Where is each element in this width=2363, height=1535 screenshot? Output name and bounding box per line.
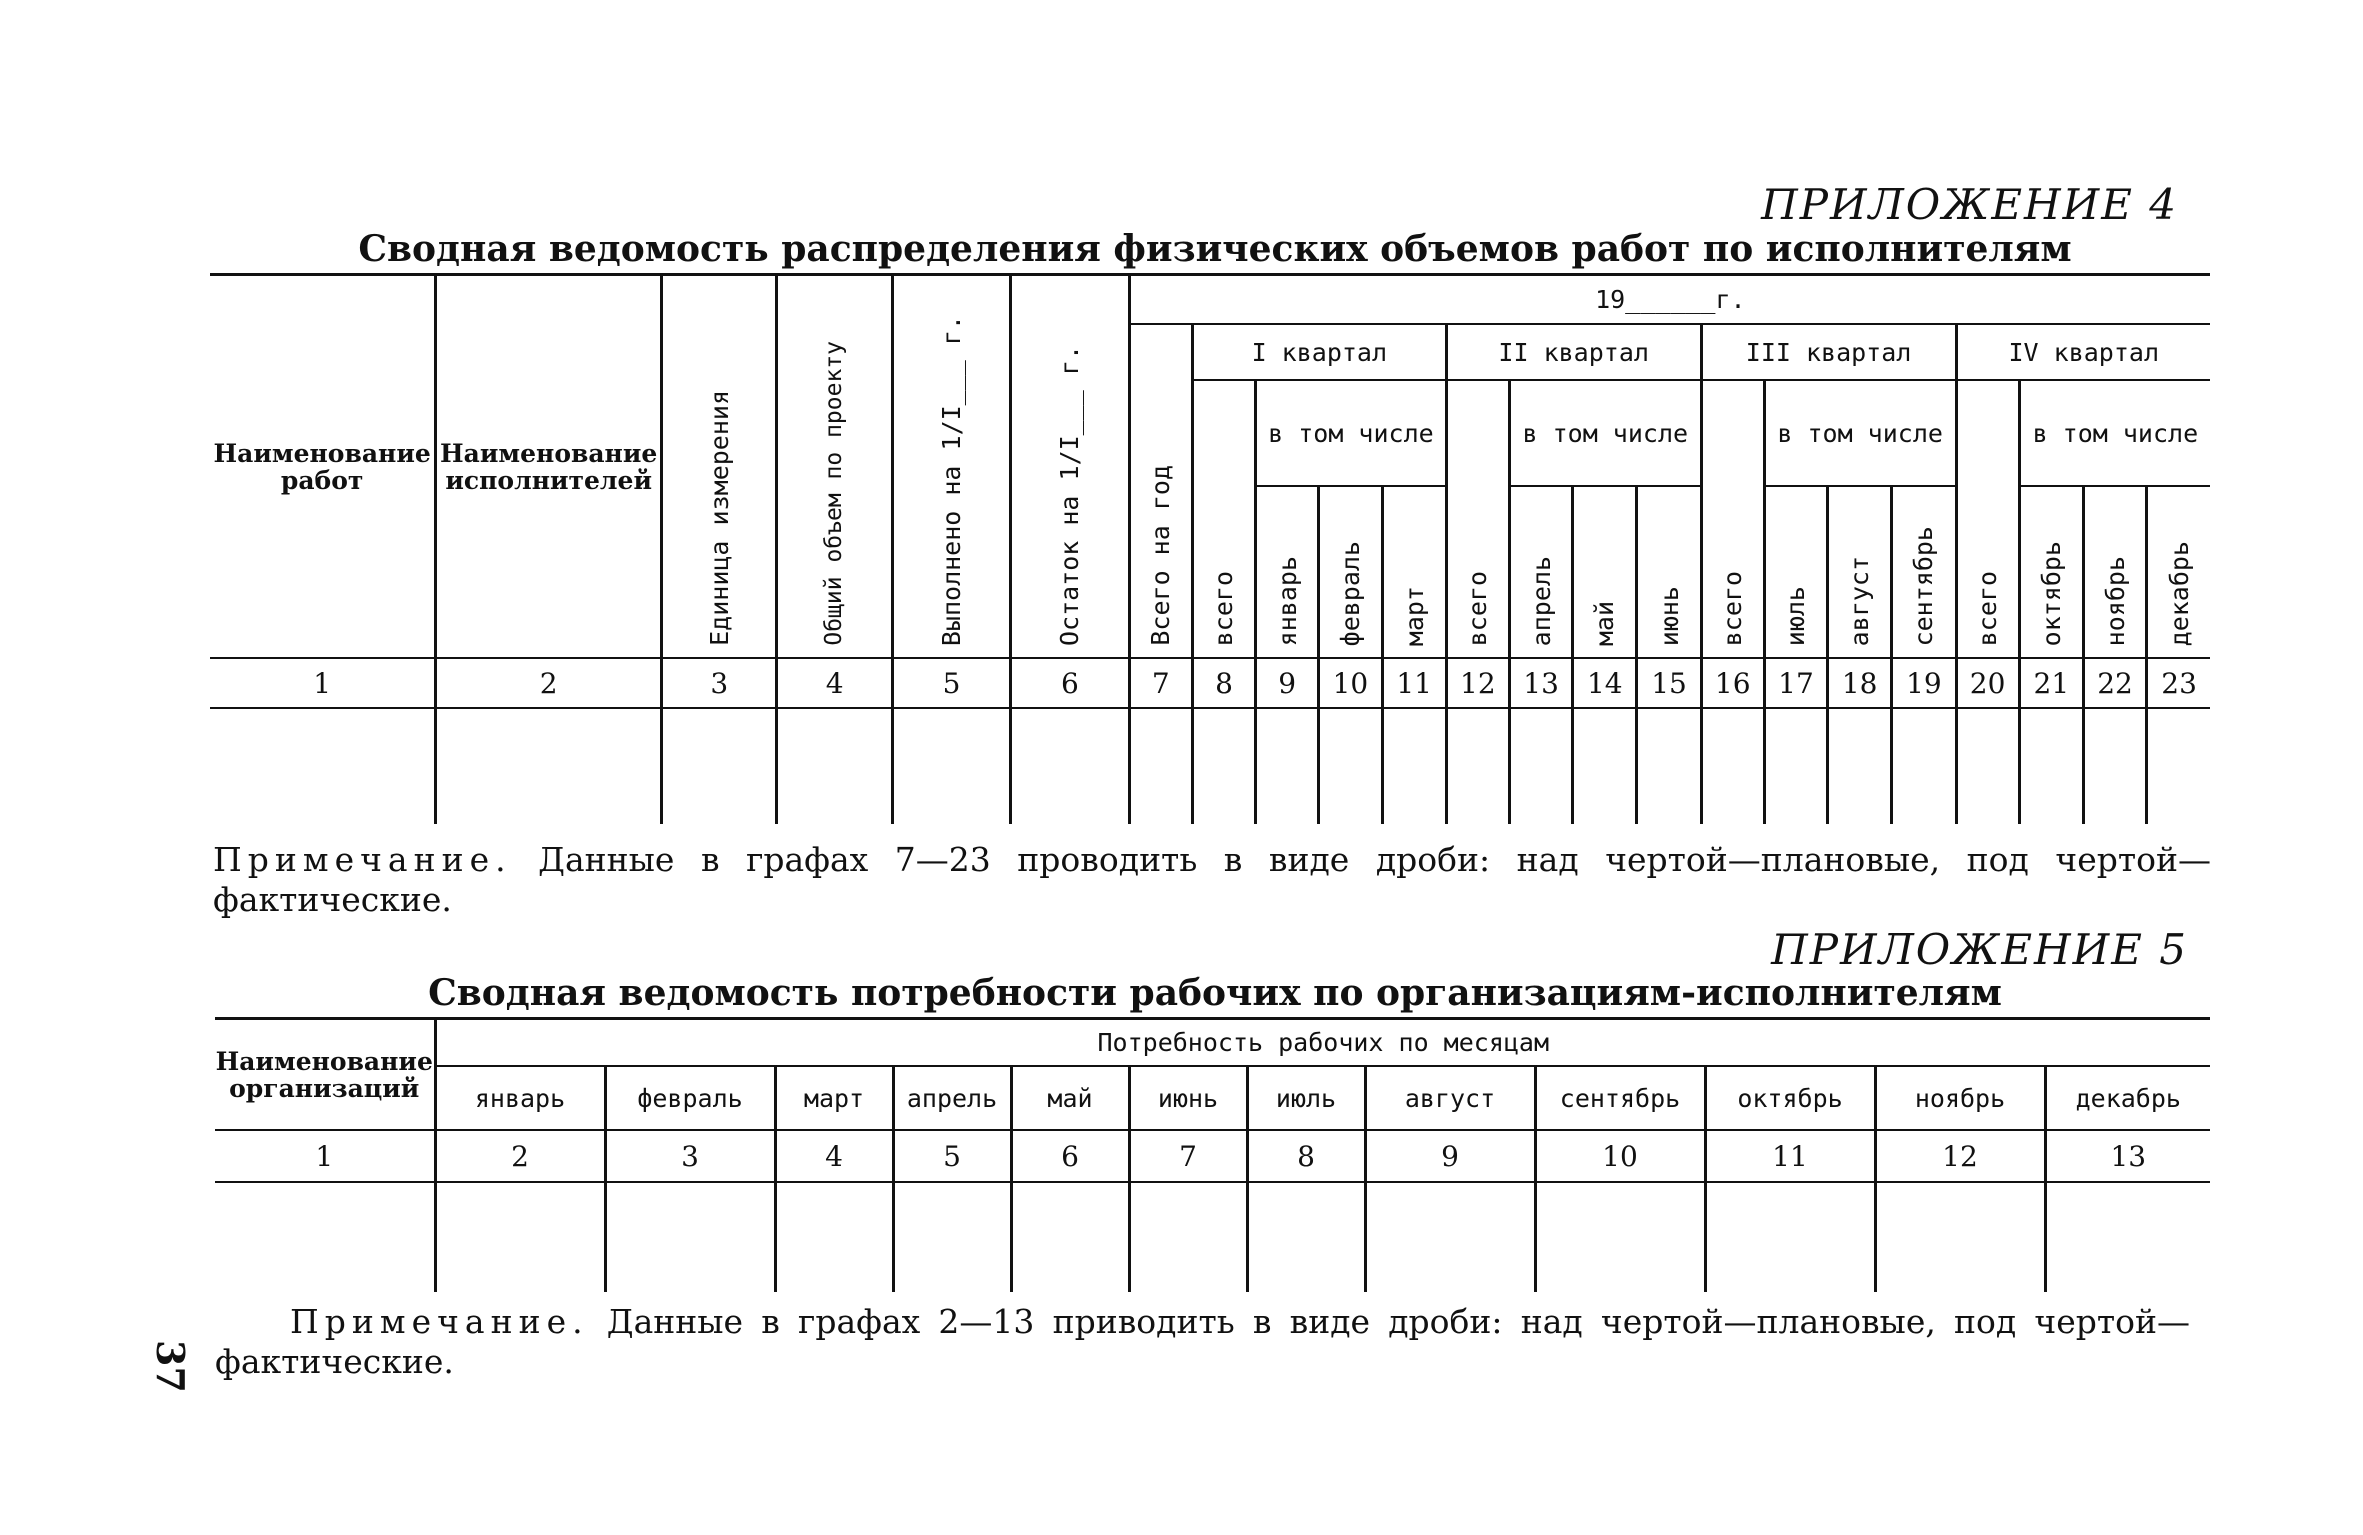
blank-cell (777, 708, 892, 824)
header-month-dec: декабрь (2147, 486, 2210, 658)
blank-cell (2019, 708, 2083, 824)
header-month-apr: апрель (1509, 486, 1572, 658)
col-number: 2 (436, 658, 662, 708)
blank-cell (775, 1182, 893, 1292)
appendix-4-label: ПРИЛОЖЕНИЕ 4 (1761, 180, 2178, 229)
col-number: 13 (2045, 1130, 2210, 1182)
table-5 (215, 1020, 2210, 1292)
blank-cell (1011, 1182, 1129, 1292)
header-rest: Остаток на 1/I___ г. (1011, 276, 1129, 658)
header-q3-total: всего (1701, 380, 1764, 658)
header-q2-incl: в том числе (1509, 380, 1701, 486)
header-month-jan: январь (1256, 486, 1319, 658)
table-4-blank-row (210, 708, 2210, 824)
blank-cell (605, 1182, 775, 1292)
blank-cell (893, 1182, 1011, 1292)
col-number: 9 (1365, 1130, 1535, 1182)
note-5-lead: Примечание. (290, 1302, 589, 1341)
blank-cell (1875, 1182, 2045, 1292)
col-number: 12 (1446, 658, 1509, 708)
header-month-mar: март (1382, 486, 1446, 658)
col-number: 3 (605, 1130, 775, 1182)
month-jun: июнь (1129, 1066, 1247, 1130)
col-number: 16 (1701, 658, 1764, 708)
header-month-aug: август (1828, 486, 1892, 658)
col-number: 9 (1256, 658, 1319, 708)
col-number: 7 (1129, 1130, 1247, 1182)
table-4-number-row (210, 658, 2210, 708)
month-apr: апрель (893, 1066, 1011, 1130)
header-q1-total: всего (1192, 380, 1255, 658)
blank-cell (662, 708, 777, 824)
month-mar: март (775, 1066, 893, 1130)
month-may: май (1011, 1066, 1129, 1130)
header-q4-total: всего (1956, 380, 2019, 658)
blank-cell (892, 708, 1010, 824)
header-unit: Единица измерения (662, 276, 777, 658)
blank-cell (1764, 708, 1827, 824)
col-number: 7 (1129, 658, 1192, 708)
col-number: 1 (210, 658, 436, 708)
header-name-executors: Наименование исполнителей (436, 276, 662, 658)
blank-cell (1573, 708, 1637, 824)
blank-cell (1011, 708, 1129, 824)
blank-cell (1129, 1182, 1247, 1292)
blank-cell (1535, 1182, 1705, 1292)
col-number: 8 (1192, 658, 1255, 708)
note-5-continuation: фактические. (215, 1342, 454, 1381)
header-quarter-1: I квартал (1192, 324, 1446, 380)
note-4-lead: Примечание. (213, 840, 512, 879)
header-q1-incl: в том числе (1256, 380, 1447, 486)
table-4 (210, 276, 2210, 824)
blank-cell (1129, 708, 1192, 824)
header-total-volume: Общий объем по проекту (777, 276, 892, 658)
appendix-4-title: Сводная ведомость распределения физических объемов работ по исполнителям (358, 228, 2072, 270)
month-jan: январь (435, 1066, 605, 1130)
blank-cell (1319, 708, 1382, 824)
blank-cell (436, 708, 662, 824)
blank-cell (1256, 708, 1319, 824)
note-4 (213, 840, 2211, 880)
col-number: 11 (1705, 1130, 1875, 1182)
blank-cell (215, 1182, 435, 1292)
header-month-may: май (1573, 486, 1637, 658)
col-number: 3 (662, 658, 777, 708)
header-name-works: Наименование работ (210, 276, 436, 658)
header-month-jun: июнь (1637, 486, 1701, 658)
blank-cell (210, 708, 436, 824)
note-5-text: Данные в графах 2—13 приводить в виде дроби: над чертой—плановые, под чертой— (606, 1302, 2190, 1341)
header-month-jul: июль (1764, 486, 1827, 658)
header-q2-total: всего (1446, 380, 1509, 658)
appendix-5-title: Сводная ведомость потребности рабочих по организациям-исполнителям (428, 972, 2002, 1014)
col-number: 20 (1956, 658, 2019, 708)
col-number: 5 (892, 658, 1010, 708)
col-number: 23 (2147, 658, 2210, 708)
month-oct: октябрь (1705, 1066, 1875, 1130)
header-org: Наименование организаций (215, 1020, 435, 1130)
col-number: 2 (435, 1130, 605, 1182)
header-month-sep: сентябрь (1892, 486, 1956, 658)
col-number: 6 (1011, 1130, 1129, 1182)
month-feb: февраль (605, 1066, 775, 1130)
blank-cell (1382, 708, 1446, 824)
blank-cell (1192, 708, 1255, 824)
page-number: 37 (148, 1340, 193, 1393)
blank-cell (1705, 1182, 1875, 1292)
header-total-year: Всего на год (1129, 324, 1192, 658)
appendix-5-label: ПРИЛОЖЕНИЕ 5 (1771, 925, 2188, 974)
header-q3-incl: в том числе (1764, 380, 1956, 486)
col-number: 19 (1892, 658, 1956, 708)
header-month-oct: октябрь (2019, 486, 2083, 658)
col-number: 5 (893, 1130, 1011, 1182)
col-number: 12 (1875, 1130, 2045, 1182)
header-quarter-4: IV квартал (1956, 324, 2210, 380)
blank-cell (1956, 708, 2019, 824)
header-done: Выполнено на 1/I___ г. (892, 276, 1010, 658)
note-4-text: Данные в графах 7—23 проводить в виде дроби: над чертой—плановые, под чертой— (538, 840, 2211, 879)
header-month-feb: февраль (1319, 486, 1382, 658)
blank-cell (2147, 708, 2210, 824)
blank-cell (435, 1182, 605, 1292)
col-number: 22 (2083, 658, 2146, 708)
header-quarter-2: II квартал (1446, 324, 1701, 380)
col-number: 18 (1828, 658, 1892, 708)
col-number: 10 (1319, 658, 1382, 708)
header-quarter-3: III квартал (1701, 324, 1956, 380)
note-5 (290, 1302, 2190, 1342)
header-need: Потребность рабочих по месяцам (435, 1020, 2210, 1066)
blank-cell (1247, 1182, 1365, 1292)
col-number: 4 (777, 658, 892, 708)
col-number: 4 (775, 1130, 893, 1182)
blank-cell (1892, 708, 1956, 824)
header-q4-incl: в том числе (2019, 380, 2210, 486)
month-dec: декабрь (2045, 1066, 2210, 1130)
col-number: 10 (1535, 1130, 1705, 1182)
col-number: 15 (1637, 658, 1701, 708)
month-nov: ноябрь (1875, 1066, 2045, 1130)
table-5-number-row (215, 1130, 2210, 1182)
header-year: 19______г. (1129, 276, 2210, 324)
col-number: 11 (1382, 658, 1446, 708)
blank-cell (2083, 708, 2146, 824)
blank-cell (1509, 708, 1572, 824)
col-number: 6 (1011, 658, 1129, 708)
blank-cell (1365, 1182, 1535, 1292)
table-5-blank-row (215, 1182, 2210, 1292)
month-jul: июль (1247, 1066, 1365, 1130)
note-4-continuation: фактические. (213, 880, 452, 919)
blank-cell (2045, 1182, 2210, 1292)
col-number: 13 (1509, 658, 1572, 708)
blank-cell (1637, 708, 1701, 824)
blank-cell (1446, 708, 1509, 824)
col-number: 1 (215, 1130, 435, 1182)
header-month-nov: ноябрь (2083, 486, 2146, 658)
blank-cell (1828, 708, 1892, 824)
col-number: 17 (1764, 658, 1827, 708)
month-aug: август (1365, 1066, 1535, 1130)
blank-cell (1701, 708, 1764, 824)
month-sep: сентябрь (1535, 1066, 1705, 1130)
col-number: 21 (2019, 658, 2083, 708)
col-number: 8 (1247, 1130, 1365, 1182)
col-number: 14 (1573, 658, 1637, 708)
